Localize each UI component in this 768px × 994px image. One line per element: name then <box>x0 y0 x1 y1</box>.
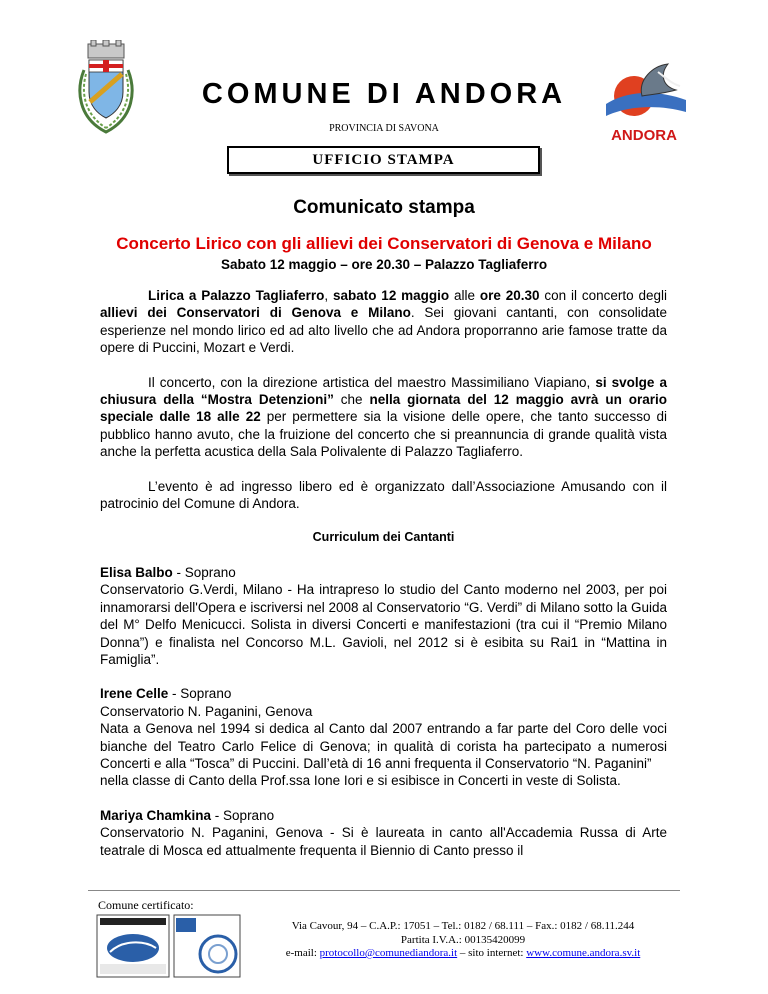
footer-vat: Partita I.V.A.: 00135420099 <box>400 933 526 946</box>
singer-name: Mariya Chamkina <box>100 807 212 823</box>
footer-divider <box>88 890 680 891</box>
footer-contacts <box>246 920 680 961</box>
press-office-box <box>227 146 540 174</box>
singer-role: - Soprano <box>168 686 232 702</box>
intro-bold-venue: Lirica a Palazzo Tagliaferro <box>148 288 325 303</box>
singer-role: - Soprano <box>172 564 236 580</box>
concert-paragraph <box>100 374 667 461</box>
singer-bio: Conservatorio G.Verdi, Milano - Ha intrapreso lo studio del Canto moderno nel 2003, per poi innamorarsi dell'Opera e iscriversi nel 2008 al Conservatorio “G. Verdi” di Milano sotto la Guida del M° Delfo Menicucci. Solista in diversi Concerti e manifestazioni (tra cui il “Premio Milano Donna”) e finalista nel Concorso M.L. Gavioli, nel 2012 si è esibita su Rai1 in “Mattina in Famiglia”. <box>100 582 667 667</box>
singer-role: - Soprano <box>211 807 275 823</box>
concert-text: per permettere sia la visione delle opere, che tanto successo di pubblico hanno avuto, che la fruizione del concerto che si preannuncia di grande qualità vista anche la perfetta acustica della Sala Polivalente di Palazzo Tagliaferro. <box>100 409 667 460</box>
intro-bold-date: sabato 12 maggio <box>332 288 450 303</box>
press-office-label: UFFICIO STAMPA <box>312 151 455 168</box>
website-link[interactable]: www.comune.andora.sv.it <box>526 947 641 959</box>
curriculum-heading: Curriculum dei Cantanti <box>312 530 455 545</box>
concert-bold-hours: nella giornata del 12 maggio avrà un orario speciale dalle 18 alle 22 <box>100 392 668 425</box>
email-link[interactable]: protocollo@comunediandora.it <box>319 947 458 959</box>
concert-text: Il concerto, con la direzione artistica del maestro Massimiliano Viapiano, <box>148 374 596 390</box>
singer-bio: Nata a Genova nel 1994 si dedica al Canto dal 2007 entrando a far parte del Coro delle voci bianche del Teatro Carlo Felice di Genova; in qualità di corista ha partecipato a numerosi Concerti e alla “Tosca” di Puccini. Dall’età di 16 anni frequenta il Conservatorio “N. Paganini” <box>100 721 667 771</box>
event-note-paragraph: L’evento è ad ingresso libero ed è organizzato dall’Associazione Amusando con il patrocinio del Comune di Andora. <box>100 478 667 512</box>
event-date-subheading: Sabato 12 maggio – ore 20.30 – Palazzo Tagliaferro <box>220 257 548 272</box>
intro-text: con il concerto degli <box>539 288 667 303</box>
certification-label: Comune certificato: <box>98 898 194 912</box>
website-label: – sito internet: <box>459 947 524 959</box>
intro-text: . Sei giovani cantanti, con consolidate esperienze nel mondo lirico ed ad alto livello che ad Andora proporranno arie famose tratte da opere di Puccini, Mozart e Verdi. <box>100 305 667 356</box>
footer-links-line <box>246 947 680 961</box>
intro-paragraph <box>100 287 667 357</box>
footer-address: Via Cavour, 94 – C.A.P.: 17051 – Tel.: 0182 / 68.111 – Fax.: 0182 / 68.11.244 <box>291 920 635 932</box>
singer-school: Conservatorio N. Paganini, Genova <box>100 703 313 719</box>
document-type-heading: Comunicato stampa <box>293 197 475 218</box>
intro-bold-time: ore 20.30 <box>479 288 540 303</box>
province-label: PROVINCIA DI SAVONA <box>329 123 439 134</box>
concert-bold-exhibition: si svolge a chiusura della “Mostra Detenzioni” <box>100 374 667 408</box>
svg-text:ANDORA: ANDORA <box>611 127 677 144</box>
intro-text: alle <box>449 288 480 303</box>
concert-text: che <box>333 392 370 408</box>
headline: Concerto Lirico con gli allievi dei Conservatori di Genova e Milano <box>116 234 652 253</box>
municipality-title: COMUNE DI ANDORA <box>201 78 567 110</box>
singer-entry <box>100 685 667 789</box>
press-release-body <box>100 287 667 859</box>
singer-name: Elisa Balbo <box>100 564 173 580</box>
intro-text: , <box>324 288 333 303</box>
singer-bio: Conservatorio N. Paganini, Genova - Si è laureata in canto all'Accademia Russa di Arte teatrale di Mosca ed attualmente frequenta il Biennio di Canto presso il <box>100 825 667 858</box>
singer-entry <box>100 807 667 859</box>
intro-bold-students: allievi dei Conservatori di Genova e Milano <box>100 305 411 321</box>
singer-bio: nella classe di Canto della Prof.ssa Ione Iori e si esibisce in Concerti in veste di Solista. <box>100 773 621 789</box>
singer-entry <box>100 564 667 668</box>
email-label: e-mail: <box>285 947 317 959</box>
singer-name: Irene Celle <box>100 686 169 702</box>
certification-badges-icon <box>96 914 242 978</box>
